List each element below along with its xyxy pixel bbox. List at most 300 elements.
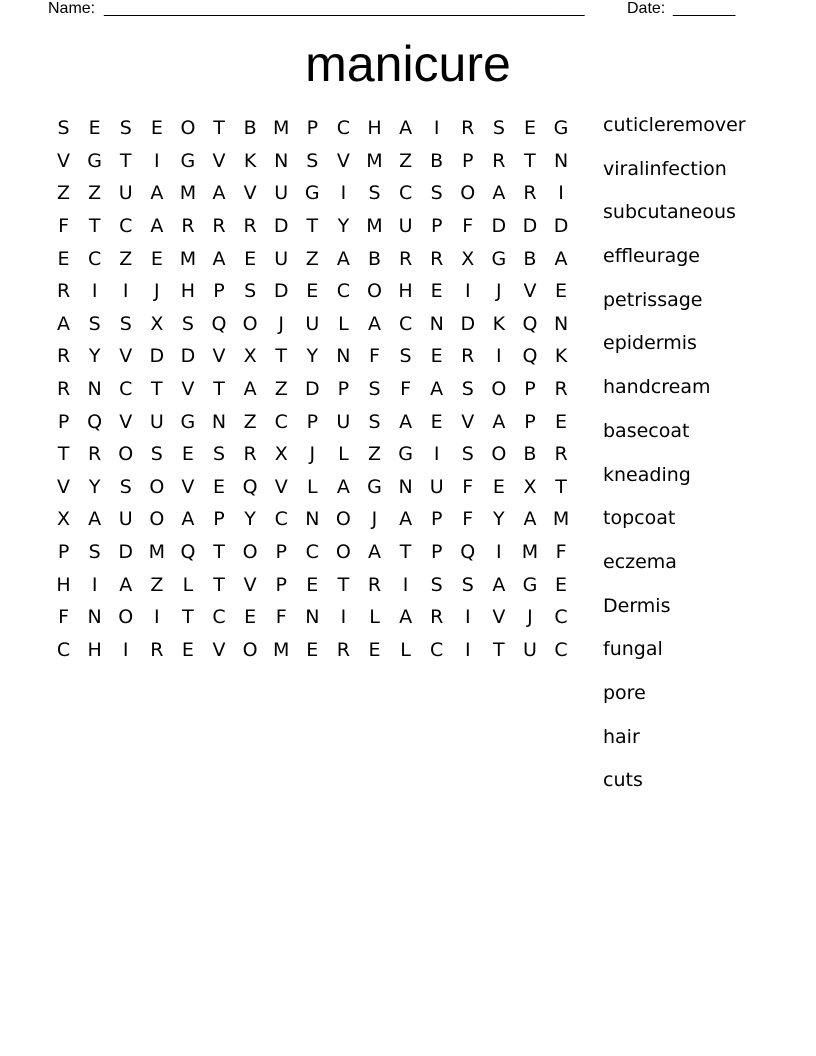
grid-letter: E [150, 117, 163, 140]
grid-letter: R [56, 280, 71, 303]
grid-letter: V [523, 280, 537, 303]
grid-letter: N [398, 475, 413, 498]
grid-letter: E [306, 280, 319, 303]
grid-letter: F [275, 606, 287, 629]
grid-letter: Z [274, 378, 288, 401]
grid-letter: V [57, 475, 71, 498]
grid-letter: T [57, 443, 70, 466]
grid-row [48, 405, 592, 438]
word-list-item: viralinfection [603, 157, 727, 180]
grid-letter: U [429, 475, 444, 498]
grid-letter: I [464, 280, 471, 303]
grid-letter: P [306, 410, 319, 433]
grid-letter: S [399, 345, 412, 368]
word-list-item: hair [603, 725, 640, 748]
grid-letter: P [337, 378, 350, 401]
grid-letter: A [150, 215, 164, 238]
grid-letter: Y [244, 508, 256, 531]
grid-letter: I [496, 541, 502, 564]
grid-letter: C [212, 606, 226, 629]
grid-letter: V [336, 149, 350, 172]
grid-letter: Z [88, 182, 102, 205]
grid-letter: J [154, 280, 160, 303]
grid-letter: J [496, 280, 502, 303]
grid-letter: O [491, 378, 507, 401]
grid-letter: R [181, 215, 195, 238]
word-list-item: cuticleremover [603, 114, 746, 136]
grid-letter: M [148, 541, 166, 564]
grid-letter: S [306, 149, 319, 172]
grid-letter: A [150, 182, 164, 205]
grid-letter: C [274, 410, 288, 433]
grid-letter: Q [522, 345, 538, 368]
grid-letter: Y [493, 508, 505, 531]
grid-row [48, 210, 592, 243]
grid-letter: Y [306, 345, 319, 368]
grid-letter: E [306, 638, 319, 661]
grid-letter: B [367, 247, 381, 270]
grid-letter: I [122, 638, 129, 661]
grid-letter: F [58, 215, 70, 238]
grid-letter: D [460, 312, 476, 335]
grid-letter: C [119, 378, 133, 401]
grid-letter: O [242, 638, 258, 661]
grid-letter: G [87, 149, 102, 172]
grid-letter: M [179, 247, 197, 270]
grid-letter: I [558, 182, 564, 205]
word-list-item: petrissage [603, 288, 703, 311]
grid-letter: C [305, 541, 319, 564]
grid-letter: V [274, 475, 288, 498]
grid-letter: F [369, 345, 380, 368]
grid-letter: R [243, 215, 257, 238]
grid-letter: P [275, 573, 287, 596]
grid-letter: X [243, 345, 257, 368]
grid-letter: U [336, 410, 351, 433]
grid-letter: S [119, 117, 132, 140]
grid-row [48, 112, 592, 145]
grid-letter: Q [460, 541, 476, 564]
grid-letter: Q [87, 410, 103, 433]
grid-letter: E [306, 573, 319, 596]
grid-letter: U [118, 508, 133, 531]
grid-letter: R [243, 443, 257, 466]
grid-letter: I [402, 573, 409, 596]
grid-letter: R [398, 247, 413, 270]
grid-letter: T [182, 606, 194, 629]
grid-letter: O [242, 312, 258, 335]
grid-letter: A [243, 378, 257, 401]
grid-letter: F [462, 508, 474, 531]
grid-letter: R [523, 182, 537, 205]
grid-letter: O [491, 443, 507, 466]
grid-letter: J [278, 312, 284, 335]
grid-letter: M [273, 117, 290, 140]
grid-letter: B [523, 443, 537, 466]
grid-letter: C [398, 312, 413, 335]
grid-letter: V [181, 378, 195, 401]
grid-letter: S [461, 378, 474, 401]
grid-letter: Q [522, 312, 538, 335]
grid-letter: R [56, 345, 71, 368]
grid-letter: Y [337, 215, 350, 238]
grid-letter: P [430, 508, 443, 531]
grid-letter: E [555, 410, 568, 433]
grid-letter: N [211, 410, 227, 433]
word-list-item: pore [603, 681, 646, 704]
word-list-item: subcutaneous [603, 201, 736, 224]
grid-letter: P [430, 215, 443, 238]
grid-letter: E [57, 247, 70, 270]
grid-letter: S [119, 475, 132, 498]
word-list-item: basecoat [603, 419, 690, 442]
grid-row [48, 340, 592, 373]
grid-letter: O [335, 508, 351, 531]
grid-letter: F [555, 541, 567, 564]
grid-letter: U [274, 182, 289, 205]
grid-letter: E [555, 573, 568, 596]
grid-letter: T [524, 149, 536, 172]
grid-letter: H [87, 638, 102, 661]
grid-letter: X [523, 475, 537, 498]
grid-letter: A [367, 541, 381, 564]
grid-letter: A [430, 378, 444, 401]
grid-letter: T [213, 117, 225, 140]
grid-letter: D [553, 215, 569, 238]
grid-letter: R [88, 443, 102, 466]
grid-row [48, 308, 592, 341]
grid-letter: S [244, 280, 257, 303]
grid-letter: N [553, 149, 569, 172]
grid-letter: O [149, 475, 165, 498]
grid-letter: L [400, 638, 411, 661]
grid-letter: R [461, 345, 475, 368]
grid-letter: A [57, 312, 71, 335]
grid-letter: T [275, 345, 287, 368]
word-list-item: epidermis [603, 332, 697, 355]
grid-letter: P [430, 541, 443, 564]
grid-letter: F [462, 215, 474, 238]
grid-letter: T [213, 573, 225, 596]
grid-letter: V [243, 573, 257, 596]
grid-letter: T [337, 573, 350, 596]
grid-letter: P [524, 378, 536, 401]
grid-letter: D [180, 345, 196, 368]
word-list-item: fungal [603, 638, 663, 661]
grid-letter: E [430, 280, 443, 303]
grid-letter: J [309, 443, 316, 466]
grid-letter: F [58, 606, 70, 629]
grid-letter: P [306, 117, 319, 140]
grid-letter: R [367, 573, 382, 596]
grid-letter: X [461, 247, 475, 270]
grid-row [48, 145, 592, 178]
grid-letter: A [399, 508, 413, 531]
grid-row [48, 536, 592, 569]
grid-letter: R [554, 378, 568, 401]
grid-letter: G [180, 410, 196, 433]
grid-letter: A [88, 508, 102, 531]
grid-letter: I [91, 573, 98, 596]
grid-letter: B [243, 117, 257, 140]
grid-letter: J [527, 606, 533, 629]
grid-letter: X [274, 443, 288, 466]
grid-letter: S [119, 312, 132, 335]
grid-letter: O [242, 541, 258, 564]
grid-letter: A [367, 312, 381, 335]
grid-letter: M [521, 541, 539, 564]
word-list-item: handcream [603, 376, 711, 399]
grid-letter: C [398, 182, 413, 205]
grid-letter: A [119, 573, 133, 596]
grid-letter: V [181, 475, 195, 498]
grid-letter: S [368, 378, 381, 401]
grid-letter: P [57, 541, 70, 564]
word-list-item: kneading [603, 463, 691, 486]
grid-letter: A [212, 182, 226, 205]
grid-letter: G [491, 247, 507, 270]
grid-letter: L [338, 312, 349, 335]
grid-letter: E [523, 117, 536, 140]
grid-letter: O [460, 182, 476, 205]
grid-letter: N [553, 312, 569, 335]
grid-letter: E [244, 247, 257, 270]
grid-letter: T [399, 541, 412, 564]
grid-letter: V [212, 149, 226, 172]
grid-letter: A [336, 475, 350, 498]
date-blank-line: _______ [673, 0, 736, 17]
name-label: Name: [48, 0, 96, 17]
grid-letter: N [305, 508, 320, 531]
grid-letter: H [56, 573, 71, 596]
grid-letter: E [430, 345, 443, 368]
grid-letter: E [181, 443, 194, 466]
grid-letter: A [523, 508, 537, 531]
grid-letter: D [273, 215, 289, 238]
grid-letter: S [181, 312, 194, 335]
grid-letter: T [555, 475, 567, 498]
grid-letter: S [212, 443, 226, 466]
grid-row [48, 275, 592, 308]
grid-letter: M [366, 149, 383, 172]
grid-row [48, 177, 592, 210]
grid-letter: R [430, 247, 444, 270]
grid-letter: A [399, 117, 413, 140]
grid-letter: E [213, 475, 226, 498]
grid-letter: H [180, 280, 196, 303]
grid-letter: A [399, 410, 413, 433]
grid-letter: U [398, 215, 413, 238]
grid-letter: U [522, 638, 537, 661]
grid-letter: U [118, 182, 133, 205]
grid-letter: Z [367, 443, 381, 466]
grid-letter: R [56, 378, 71, 401]
grid-row [48, 503, 592, 536]
grid-letter: P [462, 149, 474, 172]
grid-letter: L [369, 606, 380, 629]
grid-letter: A [554, 247, 568, 270]
grid-letter: A [492, 182, 506, 205]
grid-letter: S [88, 312, 101, 335]
grid-letter: G [522, 573, 538, 596]
grid-letter: J [371, 508, 378, 531]
grid-letter: I [122, 280, 129, 303]
grid-letter: G [553, 117, 569, 140]
grid-letter: D [522, 215, 538, 238]
grid-letter: T [119, 149, 132, 172]
grid-letter: P [213, 280, 225, 303]
grid-letter: S [461, 443, 474, 466]
name-blank-line: ______________________________________________________ [104, 0, 585, 17]
grid-letter: M [179, 182, 197, 205]
grid-letter: U [274, 247, 289, 270]
grid-letter: B [523, 247, 537, 270]
grid-letter: R [212, 215, 226, 238]
grid-letter: D [304, 378, 320, 401]
grid-letter: N [274, 149, 289, 172]
grid-letter: O [335, 541, 351, 564]
word-list-item: eczema [603, 550, 677, 573]
grid-letter: R [336, 638, 350, 661]
grid-letter: V [212, 638, 226, 661]
grid-letter: Y [88, 345, 101, 368]
grid-letter: V [57, 149, 71, 172]
grid-letter: E [492, 475, 505, 498]
grid-letter: E [88, 117, 101, 140]
grid-letter: K [554, 345, 568, 368]
grid-letter: E [555, 280, 568, 303]
grid-letter: T [213, 541, 225, 564]
grid-letter: O [118, 443, 134, 466]
header-line [0, 0, 816, 20]
grid-letter: H [367, 117, 382, 140]
grid-row [48, 634, 592, 667]
grid-letter: I [433, 443, 440, 466]
grid-letter: S [430, 573, 443, 596]
grid-letter: S [368, 182, 381, 205]
word-list-item: cuts [603, 769, 643, 792]
grid-letter: Z [119, 247, 133, 270]
grid-letter: G [180, 149, 196, 172]
word-list [603, 112, 746, 811]
grid-letter: V [492, 606, 506, 629]
grid-row [48, 373, 592, 406]
grid-letter: T [88, 215, 101, 238]
grid-letter: H [398, 280, 413, 303]
grid-letter: P [57, 410, 70, 433]
grid-letter: D [491, 215, 507, 238]
grid-letter: C [119, 215, 133, 238]
grid-letter: Z [305, 247, 319, 270]
grid-letter: O [118, 606, 134, 629]
grid-letter: Z [150, 573, 164, 596]
grid-letter: U [149, 410, 164, 433]
grid-letter: S [368, 410, 381, 433]
grid-row [48, 438, 592, 471]
grid-letter: F [462, 475, 474, 498]
grid-letter: I [496, 345, 502, 368]
grid-letter: I [91, 280, 98, 303]
date-label: Date: [627, 0, 666, 17]
grid-letter: I [340, 182, 347, 205]
letter-grid [48, 112, 592, 666]
grid-letter: A [399, 606, 413, 629]
grid-letter: B [430, 149, 444, 172]
grid-letter: R [150, 638, 164, 661]
grid-letter: C [554, 606, 568, 629]
grid-letter: S [57, 117, 70, 140]
grid-letter: R [492, 149, 506, 172]
grid-letter: E [430, 410, 443, 433]
grid-letter: I [154, 606, 160, 629]
grid-letter: T [151, 378, 163, 401]
grid-letter: I [154, 149, 160, 172]
grid-letter: V [212, 345, 226, 368]
grid-letter: S [150, 443, 163, 466]
grid-letter: E [368, 638, 381, 661]
grid-letter: C [430, 638, 444, 661]
grid-letter: M [552, 508, 570, 531]
grid-letter: T [493, 638, 505, 661]
grid-letter: F [400, 378, 412, 401]
grid-letter: S [461, 573, 474, 596]
grid-letter: A [492, 573, 506, 596]
grid-letter: E [150, 247, 163, 270]
grid-letter: N [87, 378, 102, 401]
grid-letter: C [336, 117, 351, 140]
grid-letter: K [492, 312, 506, 335]
page-title: manicure [305, 36, 511, 92]
grid-letter: I [464, 606, 471, 629]
grid-letter: D [118, 541, 134, 564]
grid-letter: C [554, 638, 568, 661]
grid-letter: C [56, 638, 71, 661]
grid-letter: O [180, 117, 196, 140]
grid-letter: V [119, 410, 133, 433]
grid-letter: O [149, 508, 165, 531]
grid-letter: A [181, 508, 195, 531]
grid-letter: G [304, 182, 320, 205]
word-list-item: effleurage [603, 245, 700, 268]
grid-letter: I [433, 117, 440, 140]
grid-letter: R [461, 117, 475, 140]
grid-letter: P [524, 410, 536, 433]
grid-letter: D [149, 345, 165, 368]
grid-letter: X [57, 508, 71, 531]
grid-letter: Z [399, 149, 413, 172]
grid-letter: E [181, 638, 194, 661]
grid-letter: V [461, 410, 475, 433]
grid-letter: K [243, 149, 257, 172]
grid-letter: V [243, 182, 257, 205]
grid-letter: Q [211, 312, 227, 335]
grid-letter: O [367, 280, 382, 303]
grid-letter: R [554, 443, 568, 466]
grid-letter: A [336, 247, 350, 270]
grid-letter: I [340, 606, 347, 629]
grid-letter: S [88, 541, 101, 564]
grid-letter: T [306, 215, 319, 238]
grid-letter: Z [243, 410, 257, 433]
grid-letter: G [398, 443, 413, 466]
word-list-item: Dermis [603, 594, 671, 617]
grid-letter: V [119, 345, 133, 368]
grid-letter: M [273, 638, 290, 661]
grid-letter: G [367, 475, 382, 498]
grid-letter: P [213, 508, 225, 531]
grid-letter: C [88, 247, 102, 270]
grid-letter: L [182, 573, 194, 596]
